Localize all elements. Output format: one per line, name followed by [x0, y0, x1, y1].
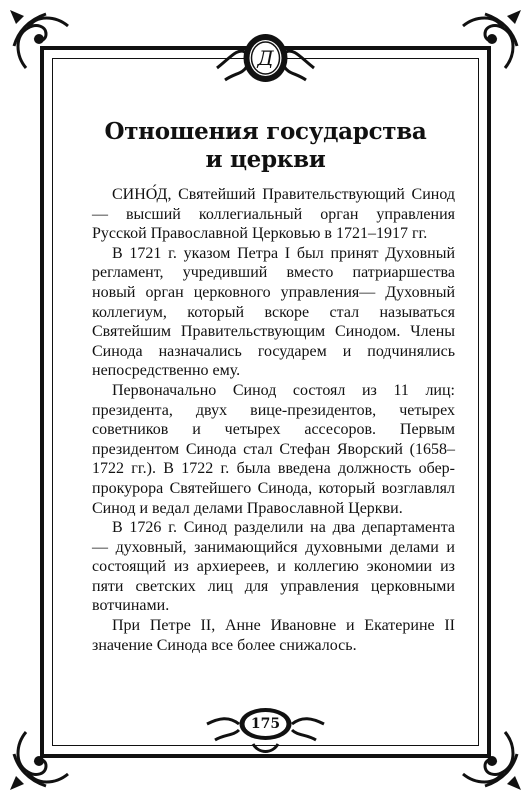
top-medallion-ornament	[215, 18, 316, 90]
page-title	[80, 118, 451, 174]
medallion-monogram: Д	[257, 46, 274, 70]
corner-ornament-top-right	[455, 6, 525, 76]
corner-ornament-bottom-right	[455, 724, 525, 794]
paragraph: Первоначально Синод состоял из 11 лиц: президента, двух вице-президентов, четырех советников и четырех ассесоров. Первым президентом Синода стал Стефан Яворский (1658–1722 гг.). В 1722 г. была введена должность обер-прокурора Святейшего Синода, который возглавлял Синод и ведал делами Православной Церкви.	[92, 381, 455, 517]
page-number: 175	[250, 716, 281, 732]
title-line-1: Отношения государства	[104, 118, 427, 145]
corner-ornament-top-left	[6, 6, 76, 76]
corner-ornament-bottom-left	[6, 724, 76, 794]
paragraph: СИНО́Д, Святейший Правительствующий Синод — высший коллегиальный орган управления Русской Православной Церковью в 1721–1917 гг.	[92, 186, 455, 243]
article-body	[92, 185, 455, 655]
title-line-2: и церкви	[205, 146, 326, 173]
paragraph: При Петре II, Анне Ивановне и Екатерине II значение Синода все более снижалось.	[92, 617, 455, 654]
paragraph: В 1721 г. указом Петра I был принят Духовный регламент, учредивший вместо патриаршества новый орган церковного управления— Духовный коллегиум, который вскоре стал называться Святейшим Правительствующим Синодом. Члены Синода назначались государем и подчинялись непосредственно ему.	[92, 244, 455, 380]
paragraph: В 1726 г. Синод разделили на два департамента — духовный, занимающийся духовными делами и состоящий из архиереев, и коллегию экономии из пяти светских лиц для управления церковными вотчинами.	[92, 519, 455, 615]
